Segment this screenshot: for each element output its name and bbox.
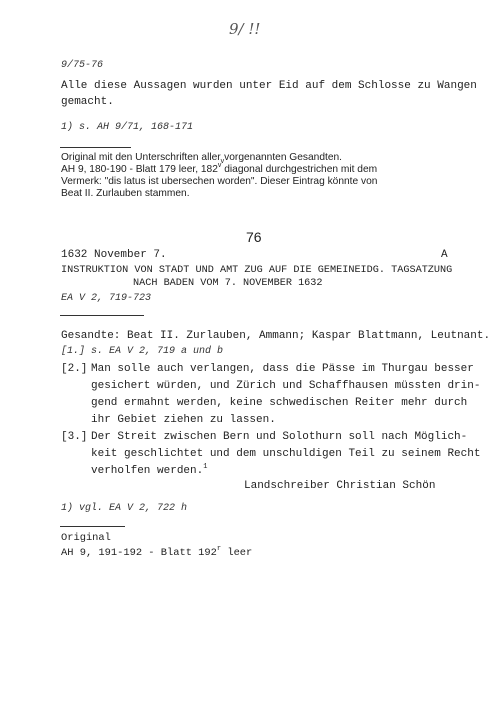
original-note: Original (61, 532, 111, 544)
footnote-rule (60, 526, 125, 527)
document-title-line: INSTRUKTION VON STADT UND AMT ZUG AUF DIE GEMEINEIDG. TAGSATZUNG (61, 265, 453, 276)
handwritten-page-mark: 9/ !! (229, 20, 261, 38)
item-text: keit geschlichtet und dem unschuldigen Teil zu seinem Recht (91, 448, 481, 460)
footnote-marker: 1 (203, 463, 208, 471)
envoys-line: Gesandte: Beat II. Zurlauben, Ammann; Kaspar Blattmann, Leutnant. (61, 330, 491, 342)
previous-document-ref: 9/75-76 (61, 60, 104, 71)
previous-note-line: Beat II. Zurlauben stammen. (61, 188, 190, 199)
item-text: gend ermahnt werden, keine schwedischen Reiter mehr durch (91, 397, 468, 409)
previous-note-line: Original mit den Unterschriften aller$_v$vorgenannten Gesandten. (61, 152, 342, 166)
previous-text-line: gemacht. (61, 96, 114, 108)
item-number: [3.] (61, 431, 88, 443)
document-title-line: NACH BADEN VOM 7. NOVEMBER 1632 (133, 278, 323, 289)
item-text: Der Streit zwischen Bern und Solothurn soll nach Möglich- (91, 431, 468, 443)
item-number: [1.] (61, 346, 86, 357)
previous-note-line: Vermerk: "dis latus ist ubersechen worden". Dieser Eintrag könnte von (61, 176, 378, 187)
document-number: 76 (246, 229, 262, 245)
item-text: verholfen werden.$^1$ (91, 463, 208, 477)
previous-footnote: 1) s. AH 9/71, 168-171 (61, 122, 194, 133)
original-note: AH 9, 191-192 - Blatt 192$^r$ leer (61, 545, 253, 559)
item-text: ihr Gebiet ziehen zu lassen. (91, 414, 276, 426)
signature: Landschreiber Christian Schön (244, 480, 436, 492)
previous-note-line: AH 9, 180-190 - Blatt 179 leer, 182$^v$ diagonal durchgestrichen mit dem (61, 162, 378, 175)
document-footnote: 1) vgl. EA V 2, 722 h (61, 503, 188, 514)
previous-text-line: Alle diese Aussagen wurden unter Eid auf dem Schlosse zu Wangen (61, 80, 477, 92)
item-text: gesichert würden, und Zürich und Schaffhausen müssten drin- (91, 380, 481, 392)
item-text: Man solle auch verlangen, dass die Pässe im Thurgau besser (91, 363, 474, 375)
section-rule (60, 315, 144, 316)
item-number: [2.] (61, 363, 88, 375)
document-source: EA V 2, 719-723 (61, 293, 152, 304)
footnote-rule (60, 147, 131, 148)
document-letter: A (441, 249, 448, 261)
document-date: 1632 November 7. (61, 249, 167, 261)
item-text: s. EA V 2, 719 a und b (91, 346, 224, 357)
